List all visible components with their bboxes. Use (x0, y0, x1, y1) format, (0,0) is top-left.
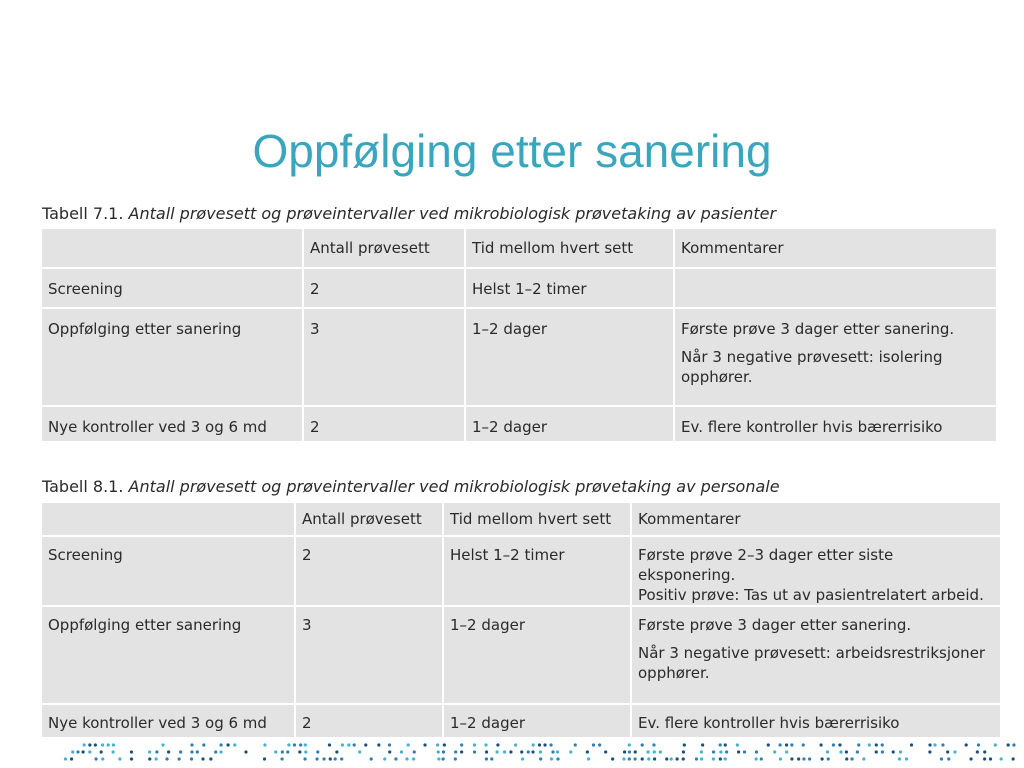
decorative-dot (328, 743, 331, 746)
decorative-dot (209, 757, 212, 760)
decorative-dot (1000, 757, 1003, 760)
table-row (42, 269, 996, 309)
decorative-dot (532, 743, 535, 746)
decorative-dot (592, 743, 595, 746)
decorative-dot (712, 757, 715, 760)
decorative-dot (521, 757, 524, 760)
decorative-dot (400, 750, 403, 753)
decorative-dot (263, 743, 266, 746)
table-row (42, 407, 996, 441)
decorative-dot (905, 757, 908, 760)
decorative-dot (628, 750, 631, 753)
antall-cell: 3 (296, 607, 444, 705)
decorative-dot (442, 750, 445, 753)
decorative-dot (485, 757, 488, 760)
row-label: Nye kontroller ved 3 og 6 md (42, 705, 296, 737)
decorative-dot (364, 743, 367, 746)
decorative-dot (280, 757, 283, 760)
table1-caption-label: Tabell 7.1. (42, 204, 124, 223)
row-label: Nye kontroller ved 3 og 6 md (42, 407, 304, 441)
decorative-dot (316, 750, 319, 753)
decorative-dot (334, 757, 337, 760)
decorative-dot (226, 743, 229, 746)
decorative-dot (634, 757, 637, 760)
decorative-dot (574, 743, 577, 746)
tid-cell: 1–2 dager (466, 407, 675, 441)
table2-header-tid: Tid mellom hvert sett (444, 503, 632, 537)
decorative-dot (965, 743, 968, 746)
decorative-dot (779, 743, 782, 746)
decorative-dot (665, 757, 668, 760)
decorative-dot (933, 743, 936, 746)
decorative-dot (820, 757, 823, 760)
decorative-dot (652, 743, 655, 746)
decorative-dot (928, 750, 931, 753)
decorative-dot (101, 743, 104, 746)
decorative-dot (755, 757, 758, 760)
decorative-dot (1007, 743, 1010, 746)
decorative-dot (994, 743, 997, 746)
kommentar-cell (675, 269, 996, 309)
decorative-dot (989, 757, 992, 760)
row-label: Oppfølging etter sanering (42, 309, 304, 407)
decorative-dot (64, 757, 67, 760)
decorative-dot (460, 743, 463, 746)
decorative-dot (623, 750, 626, 753)
decorative-dot (394, 757, 397, 760)
decorative-dot (107, 743, 110, 746)
decorative-dot (983, 750, 986, 753)
kommentar-cell (632, 537, 1000, 607)
tid-cell: Helst 1–2 timer (466, 269, 675, 309)
decorative-dot (892, 750, 895, 753)
decorative-dot (423, 743, 426, 746)
kommentar-cell (632, 705, 1000, 737)
decorative-dot (737, 750, 740, 753)
decorative-dot (845, 757, 848, 760)
decorative-dot (263, 757, 266, 760)
decorative-dot (832, 743, 835, 746)
decorative-dot (454, 757, 457, 760)
decorative-dot (683, 743, 686, 746)
decorative-dot (413, 750, 416, 753)
decorative-dot (611, 757, 614, 760)
antall-cell: 3 (304, 309, 466, 407)
decorative-dot (881, 743, 884, 746)
decorative-dot (293, 743, 296, 746)
decorative-dot (760, 757, 763, 760)
decorative-dot (875, 750, 878, 753)
decorative-dot (724, 743, 727, 746)
decorative-dot (969, 757, 972, 760)
decorative-dot (88, 743, 91, 746)
decorative-dot (322, 757, 325, 760)
decorative-dot (233, 743, 236, 746)
table1-header-row (42, 229, 996, 269)
decorative-dot (335, 750, 338, 753)
decorative-dot (155, 757, 158, 760)
decorative-dot (201, 757, 204, 760)
decorative-dot (303, 757, 306, 760)
decorative-dot (341, 743, 344, 746)
decorative-dot (112, 743, 115, 746)
decorative-dot (641, 743, 644, 746)
decorative-dot (509, 750, 512, 753)
decorative-dot (670, 757, 673, 760)
decorative-dot (653, 757, 656, 760)
decorative-dot (569, 750, 572, 753)
decorative-dot (785, 743, 788, 746)
decorative-dot (179, 750, 182, 753)
decorative-dot (514, 743, 517, 746)
decorative-dot (165, 757, 168, 760)
decorative-dot (161, 743, 164, 746)
decorative-dot (682, 750, 685, 753)
decorative-dot (802, 743, 805, 746)
decorative-dot (304, 743, 307, 746)
decorative-dot (281, 750, 284, 753)
decorative-dot (473, 743, 476, 746)
antall-cell: 2 (304, 269, 466, 309)
kommentar-line: Ev. flere kontroller hvis bærerrisiko (681, 418, 943, 436)
decorative-dot (641, 757, 644, 760)
table2-caption-desc: Antall prøvesett og prøveintervaller ved mikrobiologisk prøvetaking av personale (128, 477, 780, 496)
decorative-dot (701, 743, 704, 746)
decorative-dot (743, 750, 746, 753)
decorative-dot (983, 757, 986, 760)
decorative-dot (628, 743, 631, 746)
table-row (42, 537, 1000, 607)
decorative-dot (881, 750, 884, 753)
decorative-dot (719, 750, 722, 753)
kommentar-line: Positiv prøve: Tas ut av pasientrelatert arbeid. (638, 586, 984, 604)
table-row (42, 309, 996, 407)
decorative-dot (802, 757, 805, 760)
decorative-dot (83, 743, 86, 746)
decorative-dot (190, 750, 193, 753)
decorative-dot (70, 757, 73, 760)
table2-caption-label: Tabell 8.1. (42, 477, 124, 496)
decorative-dot (1012, 743, 1015, 746)
table1 (42, 229, 996, 441)
decorative-dot (838, 743, 841, 746)
kommentar-line: Når 3 negative prøvesett: arbeidsrestriksjoner opphører. (638, 644, 986, 682)
decorative-dot (826, 750, 829, 753)
decorative-dot (130, 750, 133, 753)
decorative-dot (543, 743, 546, 746)
decorative-dot (388, 750, 391, 753)
decorative-dot (436, 743, 439, 746)
decorative-dot (586, 750, 589, 753)
decorative-dot (928, 743, 931, 746)
decorative-dot (659, 750, 662, 753)
decorative-dot (845, 750, 848, 753)
kommentar-line: Når 3 negative prøvesett: isolering opphører. (681, 348, 943, 386)
decorative-dot (898, 757, 901, 760)
table2-header-row (42, 503, 1000, 537)
decorative-dot (485, 750, 488, 753)
table2-caption (42, 477, 780, 497)
decorative-dot (539, 750, 542, 753)
decorative-dot (736, 743, 739, 746)
decorative-dot (785, 750, 788, 753)
decorative-dot (724, 757, 727, 760)
table1-header-antall: Antall prøvesett (304, 229, 466, 269)
decorative-dot (442, 757, 445, 760)
kommentar-line: Første prøve 3 dager etter sanering. (681, 320, 955, 338)
decorative-dot (1012, 757, 1015, 760)
decorative-dot (539, 757, 542, 760)
decorative-dot (719, 743, 722, 746)
decorative-dot (196, 750, 199, 753)
decorative-dot (437, 757, 440, 760)
table1-caption-desc: Antall prøvesett og prøveintervaller ved mikrobiologisk prøvetaking av pasienter (128, 204, 777, 223)
table-row (42, 607, 1000, 705)
table2-header-empty (42, 503, 296, 537)
decorative-dot (88, 750, 91, 753)
decorative-dot (315, 757, 318, 760)
decorative-dot (407, 743, 410, 746)
decorative-dot (167, 750, 170, 753)
decorative-dot (353, 743, 356, 746)
decorative-dot (377, 743, 380, 746)
row-label: Oppfølging etter sanering (42, 607, 296, 705)
decorative-dot (839, 750, 842, 753)
decorative-dot (653, 750, 656, 753)
table1-caption (42, 204, 776, 224)
decorative-dot (358, 750, 361, 753)
decorative-dot (287, 743, 290, 746)
decorative-dot-pattern (60, 740, 1024, 768)
decorative-dot (634, 750, 637, 753)
decorative-dot (100, 750, 103, 753)
decorative-dot (443, 743, 446, 746)
decorative-dot (178, 757, 181, 760)
table2-header-antall: Antall prøvesett (296, 503, 444, 537)
decorative-dot (496, 743, 499, 746)
decorative-dot (388, 743, 391, 746)
decorative-dot (76, 750, 79, 753)
decorative-dot (773, 750, 776, 753)
decorative-dot (473, 750, 476, 753)
decorative-dot (111, 750, 114, 753)
decorative-dot (130, 757, 133, 760)
decorative-dot (527, 750, 530, 753)
decorative-dot (868, 743, 871, 746)
decorative-dot (538, 743, 541, 746)
table2 (42, 503, 1000, 737)
decorative-dot (214, 750, 217, 753)
decorative-dot (299, 743, 302, 746)
kommentar-line: Første prøve 2–3 dager etter siste eksponering. (638, 546, 894, 584)
decorative-dot (827, 757, 830, 760)
decorative-dot (940, 757, 943, 760)
antall-cell: 2 (304, 407, 466, 441)
decorative-dot (286, 750, 289, 753)
decorative-dot (755, 750, 758, 753)
decorative-dot (219, 750, 222, 753)
decorative-dot (118, 757, 121, 760)
kommentar-line: Første prøve 3 dager etter sanering. (638, 616, 912, 634)
kommentar-cell (675, 407, 996, 441)
decorative-dot (946, 750, 949, 753)
decorative-dot (347, 743, 350, 746)
decorative-dot (767, 743, 770, 746)
table1-header-kommentarer: Kommentarer (675, 229, 996, 269)
decorative-dot (370, 757, 373, 760)
decorative-dot (190, 757, 193, 760)
row-label: Screening (42, 269, 304, 309)
decorative-dot (700, 757, 703, 760)
decorative-dot (94, 743, 97, 746)
decorative-dot (531, 750, 534, 753)
decorative-dot (298, 750, 301, 753)
antall-cell: 2 (296, 537, 444, 607)
decorative-dot (646, 750, 649, 753)
table2-header-kommentarer: Kommentarer (632, 503, 1000, 537)
decorative-dot (779, 757, 782, 760)
tid-cell: 1–2 dager (444, 705, 632, 737)
decorative-dot (808, 757, 811, 760)
decorative-dot (875, 743, 878, 746)
kommentar-cell (675, 309, 996, 407)
decorative-dot (976, 750, 979, 753)
decorative-dot (148, 750, 151, 753)
slide-title: Oppfølging etter sanering (252, 125, 772, 177)
decorative-dot (244, 750, 247, 753)
decorative-dot (220, 743, 223, 746)
decorative-dot (862, 757, 865, 760)
decorative-dot (604, 750, 607, 753)
decorative-dot (910, 743, 913, 746)
decorative-dot (82, 750, 85, 753)
decorative-dot (797, 757, 800, 760)
decorative-dot (790, 757, 793, 760)
decorative-dot (622, 757, 625, 760)
table1-header-tid: Tid mellom hvert sett (466, 229, 675, 269)
decorative-dot (101, 757, 104, 760)
decorative-dot (857, 743, 860, 746)
decorative-dot (556, 757, 559, 760)
decorative-dot (412, 757, 415, 760)
decorative-dot (725, 750, 728, 753)
decorative-dot (190, 743, 193, 746)
tid-cell: 1–2 dager (466, 309, 675, 407)
tid-cell: 1–2 dager (444, 607, 632, 705)
decorative-dot (941, 743, 944, 746)
decorative-dot (719, 757, 722, 760)
decorative-dot (712, 750, 715, 753)
tid-cell: Helst 1–2 timer (444, 537, 632, 607)
decorative-dot (598, 743, 601, 746)
decorative-dot (856, 750, 859, 753)
kommentar-cell (632, 607, 1000, 705)
decorative-dot (549, 743, 552, 746)
decorative-dot (550, 757, 553, 760)
table1-header-empty (42, 229, 304, 269)
decorative-dot (503, 750, 506, 753)
decorative-dot (850, 757, 853, 760)
decorative-dot (484, 743, 487, 746)
decorative-dot (329, 757, 332, 760)
decorative-dot (682, 757, 685, 760)
decorative-dot (628, 757, 631, 760)
decorative-dot (587, 757, 590, 760)
decorative-dot (405, 757, 408, 760)
decorative-dot (202, 743, 205, 746)
decorative-dot (94, 757, 97, 760)
decorative-dot (551, 750, 554, 753)
decorative-dot (700, 750, 703, 753)
kommentar-line: Ev. flere kontroller hvis bærerrisiko (638, 714, 900, 732)
decorative-dot (495, 750, 498, 753)
decorative-dot (148, 757, 151, 760)
decorative-dot (383, 757, 386, 760)
decorative-dot (304, 750, 307, 753)
decorative-dot (899, 750, 902, 753)
decorative-dot (953, 750, 956, 753)
antall-cell: 2 (296, 705, 444, 737)
table-row (42, 705, 1000, 737)
decorative-dot (790, 743, 793, 746)
decorative-dot (695, 757, 698, 760)
decorative-dot (647, 757, 650, 760)
decorative-dot (437, 750, 440, 753)
decorative-dot (947, 757, 950, 760)
decorative-dot (454, 750, 457, 753)
decorative-dot (676, 757, 679, 760)
decorative-dot (490, 757, 493, 760)
decorative-dot (274, 750, 277, 753)
decorative-dot (819, 743, 822, 746)
decorative-dot (155, 750, 158, 753)
decorative-dot (556, 750, 559, 753)
decorative-dot (71, 750, 74, 753)
row-label: Screening (42, 537, 296, 607)
decorative-dot (977, 743, 980, 746)
decorative-dot (520, 750, 523, 753)
decorative-dot (340, 757, 343, 760)
decorative-dot (460, 750, 463, 753)
